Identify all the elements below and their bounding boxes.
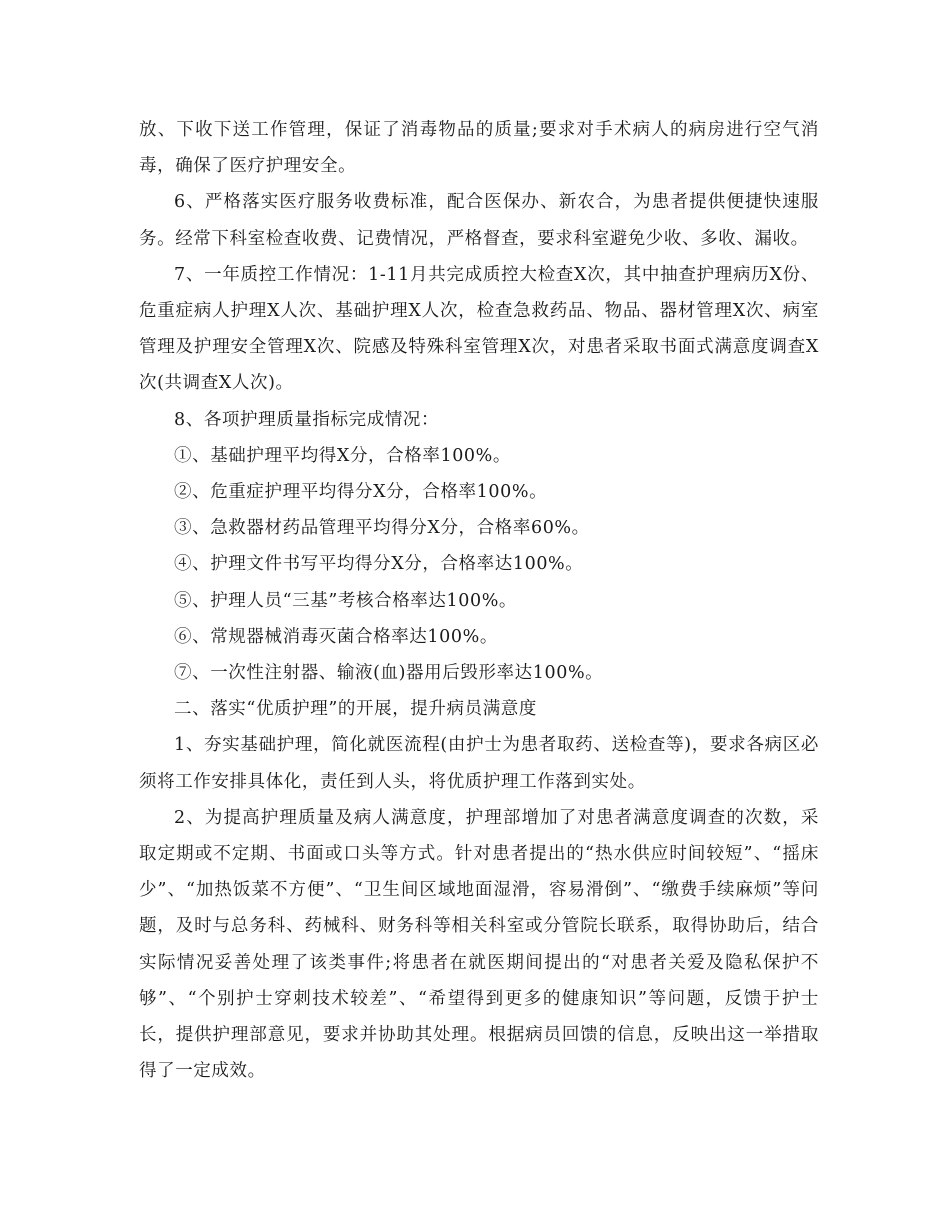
list-item-4: ④、护理文件书写平均得分X分，合格率达100%。	[174, 554, 584, 575]
document-body	[139, 112, 819, 1089]
list-item-7: ⑦、一次性注射器、输液(血)器用后毁形率达100%。	[174, 663, 604, 684]
list-item-2: ②、危重症护理平均得分X分，合格率100%。	[174, 482, 548, 503]
paragraph-continuation: 放、下收下送工作管理，保证了消毒物品的质量;要求对手术病人的病房进行空气消毒，确保了医疗护理安全。	[139, 120, 819, 177]
list-item-5: ⑤、护理人员“三基”考核合格率达100%。	[174, 590, 518, 611]
list-item-6: ⑥、常规器械消毒灭菌合格率达100%。	[174, 626, 498, 647]
paragraph-item-7: 7、一年质控工作情况：1-11月共完成质控大检查X次，其中抽查护理病历X份、危重症病人护理X人次、基础护理X人次，检查急救药品、物品、器材管理X次、病室管理及护理安全管理X次、院感及特殊科室管理X次，对患者采取书面式满意度调查X次(共调查X人次)。	[139, 264, 819, 394]
paragraph-item-8: 8、各项护理质量指标完成情况：	[174, 409, 440, 430]
paragraph-section2-item-1: 1、夯实基础护理，简化就医流程(由护士为患者取药、送检查等)，要求各病区必须将工作安排具体化，责任到人头，将优质护理工作落到实处。	[139, 735, 819, 792]
section-heading-2: 二、落实“优质护理”的开展，提升病员满意度	[174, 699, 537, 720]
list-item-1: ①、基础护理平均得X分，合格率100%。	[174, 445, 511, 466]
paragraph-section2-item-2: 2、为提高护理质量及病人满意度，护理部增加了对患者满意度调查的次数，采取定期或不定期、书面或口头等方式。针对患者提出的“热水供应时间较短”、“摇床少”、“加热饭菜不方便”、“卫生间区域地面湿滑，容易滑倒”、“缴费手续麻烦”等问题，及时与总务科、药械科、财务科等相关科室或分管院长联系，取得协助后，结合实际情况妥善处理了该类事件;将患者在就医期间提出的“对患者关爱及隐私保护不够”、“个别护士穿刺技术较差”、“希望得到更多的健康知识”等问题，反馈于护士长，提供护理部意见，要求并协助其处理。根据病员回馈的信息，反映出这一举措取得了一定成效。	[139, 807, 819, 1082]
list-item-3: ③、急救器材药品管理平均得分X分，合格率60%。	[174, 518, 590, 539]
paragraph-item-6: 6、严格落实医疗服务收费标准，配合医保办、新农合，为患者提供便捷快速服务。经常下科室检查收费、记费情况，严格督查，要求科室避免少收、多收、漏收。	[139, 192, 819, 249]
